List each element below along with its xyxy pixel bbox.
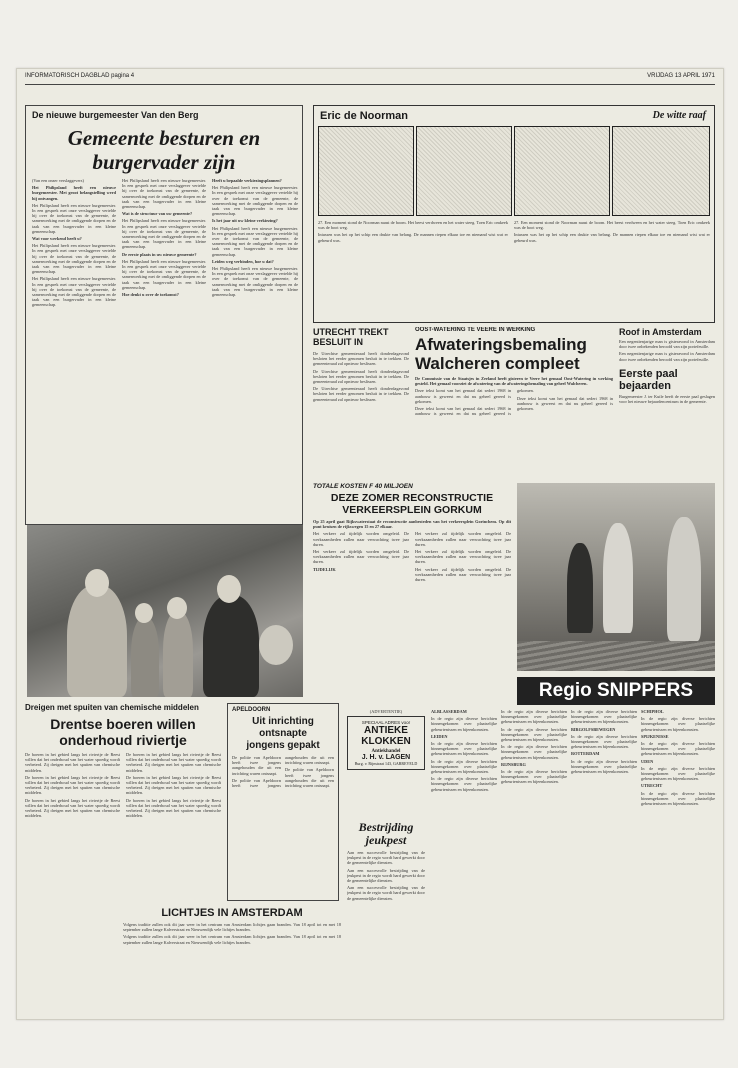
drentse-kicker: Dreigen met spuiten van chemische middelen [25,703,199,712]
page-header-right: VRIJDAG 13 APRIL 1971 [647,73,715,79]
gorkum-subhead: TIJDELIJK [313,566,336,572]
walcheren-body-3: Deze tekst komt van het gemaal dat sedert 1968 in aanbouw is geweest en dat nu geheel gereed is gekomen. [517,395,613,412]
ad-title1: ANTIEKE [364,725,408,737]
comic-panel-4 [612,126,710,216]
mayor-lead: Het Philipsland heeft een nieuwe burgemeester. Met groot belangstelling werd hij ontvangen. [32,185,116,201]
apeldoorn-body [232,755,334,789]
mayor-question-3: De eerste plaats in uw nieuwe gemeente? [122,251,197,257]
gorkum-body-3: Het verkeer zal tijdelijk worden omgeleid. De werkzaamheden zullen naar verwachting twee jaar duren. [415,531,511,547]
lichtjes-title: LICHTJES IN AMSTERDAM [161,907,303,919]
mayor-body-1: Het Philipsland heeft een nieuwe burgemeester. In een gesprek met onze verslaggever vertelde hij over de toekomst van de gemeente, de samenwerking met de omliggende dorpen en de taak van een burgervader in een kleine gemeenschap. [32,202,116,234]
paal-title-line2: bejaarden [619,379,671,392]
drentse-body-3: De boeren in het gebied langs het riviertje de Reest willen dat het onderhoud van het water spoedig wordt verbeterd. Zij dreigen met het spuiten van chemische middelen. [25,797,120,819]
regio-body-1: In de regio zijn diverse berichten binnengekomen over plaatselijke gebeurtenissen en bijeenkomsten. [431,716,497,732]
regio-body-3: In de regio zijn diverse berichten binnengekomen over plaatselijke gebeurtenissen en bijeenkomsten. [431,758,497,775]
mayor-question-2: Wat is de structuur van uw gemeente? [122,211,193,217]
ad-block [347,709,425,817]
regio-body-2: In de regio zijn diverse berichten binnengekomen over plaatselijke gebeurtenissen en bijeenkomsten. [431,741,497,757]
drentse-body-2: De boeren in het gebied langs het riviertje de Reest willen dat het onderhoud van het water spoedig wordt verbeterd. Zij dreigen met het spuiten van chemische middelen. [25,774,120,796]
comic-panel-1 [318,126,414,216]
drentse-title-line1: Drentse boeren willen [50,716,196,732]
regio-head-rotterdam: ROTTERDAM [571,751,600,757]
utrecht-body-2: De Utrechtse gemeenteraad heeft donderdagavond besloten het eerder genomen besluit in te trekken. De gemeenteraad zal opnieuw beslissen. [313,368,409,385]
ad-shop: Antiekhandel [371,749,401,755]
regio-head-leiden: LEIDEN [431,733,448,739]
comic-caption-1-b: 27. Een moment stond de Noorman naast de boom. Het beest verdween en het water steeg. Toen Eric omkeek was de boot weg. [514,220,710,231]
regio-body-12: In de regio zijn diverse berichten binnengekomen over plaatselijke gebeurtenissen en bijeenkomsten. [641,716,715,732]
regio-col-2 [501,709,567,1011]
regio-body-8: In de regio zijn diverse berichten binnengekomen over plaatselijke gebeurtenissen en bijeenkomsten. [501,769,567,785]
apeldoorn-title-line1: Uit inrichting [252,716,314,727]
roof-body [619,339,715,362]
regio-head-spijkenisse: SPIJKENISSE [641,733,669,739]
regio-col-4 [641,709,715,1011]
utrecht-body [313,351,409,402]
mayor-question-1: Heeft u bepaalde verkiezingsplannen? [212,178,282,183]
ad-box [347,716,425,770]
page-header [25,73,715,85]
jeukpest-article [347,821,425,1011]
photo-child-1 [131,617,159,697]
mayor-question-6: Leiden weg verbinden, hoe u dat? [212,258,274,264]
photo-worker-2 [603,523,633,633]
right-column [619,327,715,479]
regio-body-15: In de regio zijn diverse berichten binnengekomen over plaatselijke gebeurtenissen en bijeenkomsten. [641,790,715,807]
mayor-title-line1: Gemeente besturen en [67,126,261,150]
paal-body: Burgemeester J. ter Kuile heeft de eerste paal geslagen voor het nieuwe bejaardencentrum in de gemeente. [619,393,715,405]
mayor-body-2b: Het Philipsland heeft een nieuwe burgemeester. In een gesprek met onze verslaggever vertelde hij over de toekomst van de gemeente, de samenwerking met de omliggende dorpen en de taak van een burgervader in een kleine gemeenschap. [122,218,206,250]
newspaper-page [16,68,724,1020]
gorkum-body [313,531,511,582]
walcheren-article [415,327,613,479]
drentse-body-1: De boeren in het gebied langs het riviertje de Reest willen dat het onderhoud van het water spoedig wordt verbeterd. Zij dreigen met het spuiten van chemische middelen. [25,752,120,773]
mayor-title-line2: burgervader zijn [92,150,236,174]
regio-body-4: In de regio zijn diverse berichten binnengekomen over plaatselijke gebeurtenissen en bijeenkomsten. [431,776,497,792]
walcheren-body [415,388,613,416]
roof-body-1: Een negentienjarige man is gisteravond in Amsterdam door twee onbekenden beroofd van zijn portefeuille. [619,339,715,350]
jeukpest-title-line2: jeukpest [365,833,407,847]
regio-head-schiphol: SCHIPHOL [641,709,664,714]
comic-title: Eric de Noorman [320,110,409,122]
workers-photo [517,483,715,671]
comic-caption-1 [318,220,508,320]
mayor-body-3: Het Philipsland heeft een nieuwe burgemeester. In een gesprek met onze verslaggever vertelde hij over de toekomst van de gemeente, de samenwerking met de omliggende dorpen en de taak van een burgervader in een kleine gemeenschap. [212,185,298,217]
utrecht-article [313,327,409,479]
photo-woman-face [85,569,109,597]
drentse-title-line2: onderhoud riviertje [59,732,187,748]
regio-head-utrecht: UTRECHT [641,783,663,789]
photo-man-face [217,575,241,603]
jeukpest-body-2: Aan een succesvolle bestrijding van de jeukpest in de regio wordt hard gewerkt door de gemeentelijke diensten. [347,867,425,884]
walcheren-lead: De Commissie van de Staatsjes in Zeeland heeft gisteren te Veere het gemaal Oost-Watering in werking gesteld. Het gemaal voorziet de afwatering van de afwateringsbemaling van geheel Walcheren. [415,376,613,387]
roof-body-2: Een negentienjarige man is gisteravond in Amsterdam door twee onbekenden beroofd van zijn portefeuille. [619,351,715,362]
regio-body-6: In de regio zijn diverse berichten binnengekomen over plaatselijke gebeurtenissen en bijeenkomsten. [501,726,567,743]
comic-caption-2-text: Intussen was het op het schip een drukte van belang. De mannen riepen elkaar toe en niemand wist wat er gebeurd was. [318,232,508,243]
mayor-body-1b: Het Philipsland heeft een nieuwe burgemeester. In een gesprek met onze verslaggever vertelde hij over de toekomst van de gemeente, de samenwerking met de omliggende dorpen en de taak van een burgervader in een kleine gemeenschap. [32,243,116,275]
walcheren-body-2: Deze tekst komt van het gemaal dat sedert 1968 in aanbouw is geweest en dat nu geheel gereed is gekomen. [415,388,534,417]
family-photo [27,525,303,697]
gorkum-body-4: Het verkeer zal tijdelijk worden omgeleid. De werkzaamheden zullen naar verwachting twee jaar duren. [415,549,511,565]
regio-title: Regio SNIPPERS [538,680,694,701]
mayor-body-2: Het Philipsland heeft een nieuwe burgemeester. In een gesprek met onze verslaggever vertelde hij over de toekomst van de gemeente, de samenwerking met de omliggende dorpen en de taak van een burgervader in een kleine gemeenschap. [122,178,206,210]
gorkum-title-line2: VERKEERSPLEIN GORKUM [342,504,482,516]
jeukpest-body [347,850,425,901]
regio-body-14: In de regio zijn diverse berichten binnengekomen over plaatselijke gebeurtenissen en bijeenkomsten. [641,765,715,782]
comic-panel-2 [416,126,512,216]
gorkum-kicker: TOTALE KOSTEN F 40 MILJOEN [313,483,413,490]
gorkum-body-5: Het verkeer zal tijdelijk worden omgeleid. De werkzaamheden zullen naar verwachting twee jaar duren. [415,566,511,583]
page-header-left: INFORMATORISCH DAGBLAD pagina 4 [25,73,135,79]
gorkum-body-1: Het verkeer zal tijdelijk worden omgeleid. De werkzaamheden zullen naar verwachting twee jaar duren. [313,531,409,547]
photo-worker-3 [667,517,701,641]
comic-caption-2-b: Intussen was het op het schip een drukte van belang. De mannen riepen elkaar toe en niemand wist wat er gebeurd was. [514,232,710,243]
lichtjes-body-2: Volgens traditie zullen ook dit jaar weer in het centrum van Amsterdam lichtjes gaan branden. Van 18 april tot en met 18 september zullen lange Kalverstraat en Nieuwendijk vele lichtjes branden. [123,934,341,945]
jeukpest-title [347,821,425,847]
lichtjes-body [123,922,341,945]
regio-col-3 [571,709,637,1011]
mayor-col-3 [212,178,298,518]
drentse-body-6: De boeren in het gebied langs het riviertje de Reest willen dat het onderhoud van het water spoedig wordt verbeterd. Zij dreigen met het spuiten van chemische middelen. [126,797,221,819]
mayor-byline: (Van een onzer verslaggevers) [32,178,84,183]
walcheren-title-line2: Walcheren compleet [415,354,580,373]
ad-address: Burg. v. Rijnstraat 143, GARREVELD [354,761,418,767]
comic-strip [313,105,715,323]
walcheren-kicker: OOST-WATERING TE VEERE IN WERKING [415,327,536,333]
regio-head-uden: UDEN [641,758,654,764]
utrecht-title: UTRECHT TREKT BESLUIT IN [313,327,389,347]
apeldoorn-title-line3: jongens gepakt [246,740,320,751]
photo-timber [517,641,715,671]
ad-name: J. H. v. LAGEN [361,754,411,762]
gorkum-lead: Op 25 april gaat Rijkswaterstaat de reconstructie aanbesteden van het verkeersplein Gorinchem. Op dit punt kruisen de rijkswegen 15 en 27 elkaar. [313,519,511,530]
apeldoorn-title [228,716,338,752]
regio-body-5: In de regio zijn diverse berichten binnengekomen over plaatselijke gebeurtenissen en bijeenkomsten. [501,709,567,725]
walcheren-title-line1: Afwateringsbemaling [415,335,587,354]
gorkum-title [313,492,511,516]
drentse-body-5: De boeren in het gebied langs het riviertje de Reest willen dat het onderhoud van het water spoedig wordt verbeterd. Zij dreigen met het spuiten van chemische middelen. [126,774,221,796]
mayor-col-1 [32,178,116,518]
mayor-body-2c: Het Philipsland heeft een nieuwe burgemeester. In een gesprek met onze verslaggever vertelde hij over de toekomst van de gemeente, de samenwerking met de omliggende dorpen en de taak van een burgervader in een kleine gemeenschap. [122,258,206,290]
drentse-body-4: De boeren in het gebied langs het riviertje de Reest willen dat het onderhoud van het water spoedig wordt verbeterd. Zij dreigen met het spuiten van chemische middelen. [126,752,221,773]
photo-worker-1 [567,543,593,633]
photo-flowers [259,625,293,665]
apeldoorn-title-line2: ontsnapte [259,728,307,739]
mayor-question-4: Hoe denkt u over de toekomst? [122,292,179,298]
mayor-kicker: De nieuwe burgemeester Van den Berg [32,110,199,120]
mayor-body-3b: Het Philipsland heeft een nieuwe burgemeester. In een gesprek met onze verslaggever vertelde hij over de toekomst van de gemeente, de samenwerking met de omliggende dorpen en de taak van een burgervader in een kleine gemeenschap. [212,225,298,257]
jeukpest-body-3: Aan een succesvolle bestrijding van de jeukpest in de regio wordt hard gewerkt door de gemeentelijke diensten. [347,885,425,901]
mayor-body-3c: Het Philipsland heeft een nieuwe burgemeester. In een gesprek met onze verslaggever vertelde hij over de toekomst van de gemeente, de samenwerking met de omliggende dorpen en de taak van een burgervader in een kleine gemeenschap. [212,266,298,298]
regio-body-7: In de regio zijn diverse berichten binnengekomen over plaatselijke gebeurtenissen en bijeenkomsten. [501,744,567,760]
mayor-body-1c: Het Philipsland heeft een nieuwe burgemeester. In een gesprek met onze verslaggever vertelde hij over de toekomst van de gemeente, de samenwerking met de omliggende dorpen en de taak van een burgervader in een kleine gemeenschap. [32,276,116,308]
ad-top: SPECIAAL ADRES voor [361,720,411,726]
regio-col-1 [431,709,497,1011]
apeldoorn-body-2: De politie van Apeldoorn heeft twee jongens aangehouden die uit een inrichting waren ontsnapt. [232,755,334,789]
mayor-article [25,105,303,525]
regio-body-10: In de regio zijn diverse berichten binnengekomen over plaatselijke gebeurtenissen en bijeenkomsten. [571,733,637,750]
photo-man [203,595,259,697]
photo-child-1-face [135,603,153,623]
walcheren-title [415,335,613,373]
mayor-col-2 [122,178,206,518]
photo-child-2-face [167,597,187,619]
ad-title2: KLOKKEN [361,736,411,748]
apeldoorn-body-3: De politie van Apeldoorn heeft twee jongens aangehouden die uit een inrichting waren ontsnapt. [285,767,334,789]
mayor-title [26,126,302,174]
lichtjes-body-1: Volgens traditie zullen ook dit jaar weer in het centrum van Amsterdam lichtjes gaan branden. Van 18 april tot en met 18 september zullen lange Kalverstraat en Nieuwendijk vele lichtjes branden. [123,922,341,933]
ad-kicker: (ADVERTENTIE) [369,709,403,714]
walcheren-body-1: Deze tekst komt van het gemaal dat sedert 1968 in aanbouw is geweest en dat nu geheel gereed is gekomen. [415,388,511,404]
comic-caption-2 [514,220,710,320]
apeldoorn-article [227,703,339,901]
regio-head-birgolf: BIRGOLFSBEWEGEN [571,726,616,732]
gorkum-article [313,483,511,697]
paal-title-line1: Eerste paal [619,367,678,380]
paal-title [619,368,715,392]
comic-panel-3 [514,126,610,216]
regio-head-alblasserdam: ALBLASSERDAM [431,709,467,714]
drentse-title [25,716,221,748]
jeukpest-body-1: Aan een succesvolle bestrijding van de jeukpest in de regio wordt hard gewerkt door de gemeentelijke diensten. [347,850,425,866]
roof-title: Roof in Amsterdam [619,327,702,337]
gorkum-body-2: Het verkeer zal tijdelijk worden omgeleid. De werkzaamheden zullen naar verwachting twee jaar duren. [313,549,409,565]
regio-body-11: In de regio zijn diverse berichten binnengekomen over plaatselijke gebeurtenissen en bijeenkomsten. [571,758,637,775]
utrecht-body-1: De Utrechtse gemeenteraad heeft donderdagavond besloten het eerder genomen besluit in te trekken. De gemeenteraad zal opnieuw beslissen. [313,351,409,367]
photo-woman [67,585,127,697]
gorkum-title-line1: DEZE ZOMER RECONSTRUCTIE [330,492,494,504]
apeldoorn-body-1: De politie van Apeldoorn heeft twee jongens aangehouden die uit een inrichting waren ontsnapt. [232,755,281,776]
jeukpest-title-line1: Bestrijding [358,821,414,834]
mayor-question-7: Wat voor werkend heeft u? [32,236,82,242]
regio-banner [517,677,715,705]
regio-body-9: In de regio zijn diverse berichten binnengekomen over plaatselijke gebeurtenissen en bijeenkomsten. [571,709,637,725]
comic-caption-1-text: 27. Een moment stond de Noorman naast de boom. Het beest verdween en het water steeg. Toen Eric omkeek was de boot weg. [318,220,508,231]
photo-child-2 [163,611,193,697]
lichtjes-article [123,907,341,1013]
comic-subtitle: De witte raaf [652,110,706,121]
utrecht-body-3: De Utrechtse gemeenteraad heeft donderdagavond besloten het eerder genomen besluit in te trekken. De gemeenteraad zal opnieuw beslissen. [313,386,409,402]
regio-head-rijnsburg: RIJNSBURG [501,761,526,767]
regio-body-13: In de regio zijn diverse berichten binnengekomen over plaatselijke gebeurtenissen en bijeenkomsten. [641,741,715,757]
apeldoorn-kicker: APELDOORN [232,707,271,713]
mayor-question-5: Is het jaar uit uw kleine verkiezing? [212,218,278,224]
